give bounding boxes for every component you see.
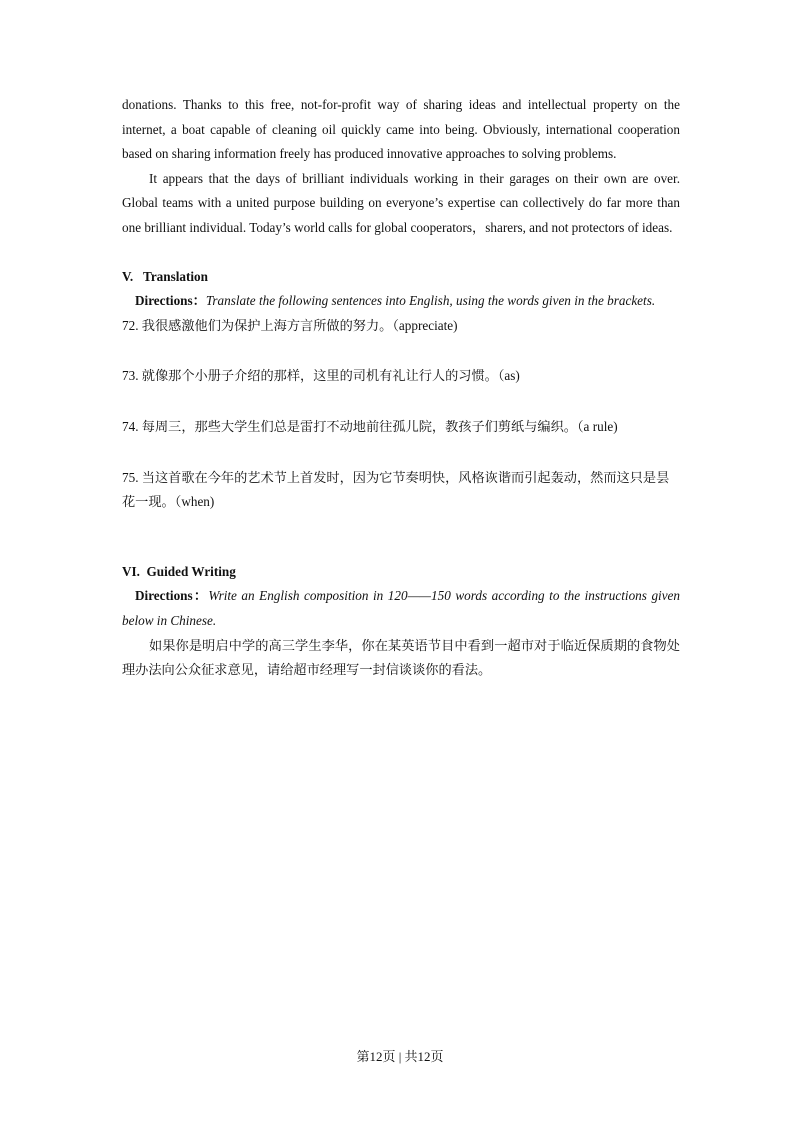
question-73: 73. 就像那个小册子介绍的那样，这里的司机有礼让行人的习惯。（as) (122, 368, 520, 384)
question-75: 75. 当这首歌在今年的艺术节上首发时，因为它节奏明快，风格诙谐而引起轰动，然而这只是昙花一现。（when) (122, 469, 670, 510)
page-content (122, 93, 680, 683)
directions-label: Directions： (135, 293, 206, 309)
guided-writing-heading: VI. Guided Writing (122, 563, 236, 579)
translation-directions (122, 289, 680, 314)
directions-text: Translate the following sentences into English, using the words given in the brackets. (205, 293, 656, 309)
question-74: 74. 每周三，那些大学生们总是雷打不动地前往孤儿院，教孩子们剪纸与编织。（a rule) (122, 418, 618, 434)
translation-heading: V. Translation (122, 268, 208, 284)
directions-text: Write an English composition in 120——150 words according to the instructions given below in Chinese. (122, 588, 681, 628)
page-footer: 第12页 | 共12页 (356, 1049, 444, 1064)
directions-label: Directions： (135, 588, 209, 604)
passage-paragraph-2: It appears that the days of brilliant individuals working in their garages on their own are over. Global teams with a united purpose building on everyone’s expertise can collectively do far more than one brilliant individual. Today’s world calls for global cooperators，sharers, and not protectors of ideas. (122, 170, 680, 235)
writing-directions (122, 584, 680, 633)
writing-prompt: 如果你是明启中学的高三学生李华，你在某英语节目中看到一超市对于临近保质期的食物处理办法向公众征求意见，请给超市经理写一封信谈谈你的看法。 (122, 637, 680, 678)
question-72: 72. 我很感激他们为保护上海方言所做的努力。（appreciate) (122, 317, 458, 333)
passage-paragraph-1: donations. Thanks to this free, not-for-profit way of sharing ideas and intellectual property on the internet, a boat capable of cleaning oil quickly came into being. Obviously, international cooperation based on sharing information freely has produced innovative approaches to solving problems. (122, 97, 680, 162)
